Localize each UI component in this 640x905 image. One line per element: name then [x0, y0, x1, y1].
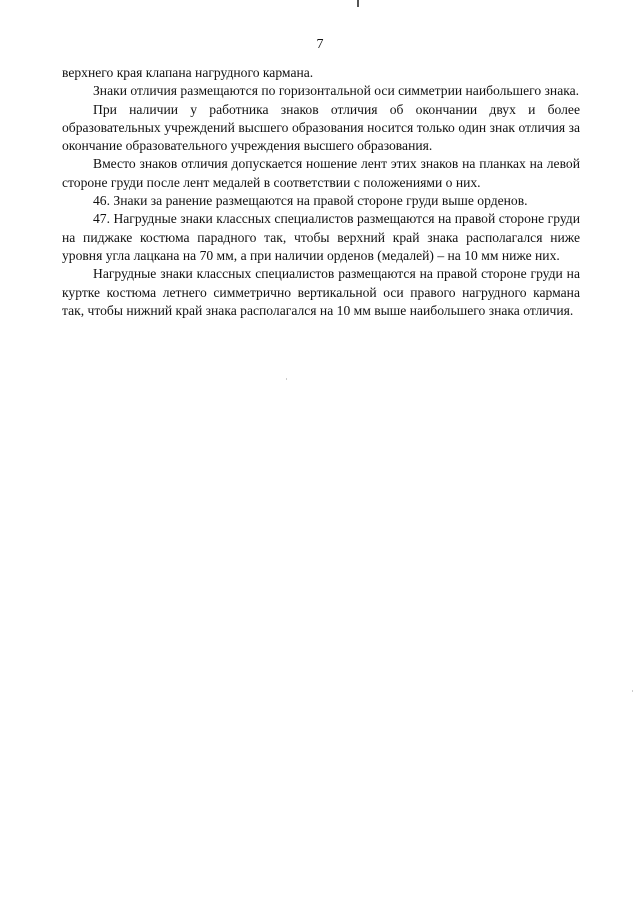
scan-speck — [632, 690, 633, 692]
paragraph-continuation: верхнего края клапана нагрудного кармана. — [62, 65, 314, 80]
scan-speck — [286, 378, 287, 380]
document-body — [62, 64, 580, 320]
paragraph-symmetry-axis: Знаки отличия размещаются по горизонтальной оси симметрии наибольшего знака. — [93, 83, 580, 99]
paragraph-two-institutions: При наличии у работника знаков отличия об окончании двух и более образовательных учреждений высшего образования носится только один знак отличия за окончание образовательного учреждения высшего образования. — [62, 101, 580, 154]
paragraph-ribbons: Вместо знаков отличия допускается ношение лент этих знаков на планках на левой стороне груди после лент медалей в соответствии с положениями о них. — [62, 156, 580, 190]
page-number: 7 — [316, 37, 324, 52]
paragraph-item-46: 46. Знаки за ранение размещаются на правой стороне груди выше орденов. — [93, 193, 528, 209]
paragraph-item-47: 47. Нагрудные знаки классных специалистов размещаются на правой стороне груди на пиджаке костюма парадного так, чтобы верхний край знака располагался ниже уровня угла лацкана на 70 мм, а при наличии орденов (медалей) – на 10 мм ниже них. — [62, 211, 580, 263]
paragraph-summer-jacket: Нагрудные знаки классных специалистов размещаются на правой стороне груди на куртке костюма летнего симметрично вертикальной оси правого нагрудного кармана так, чтобы нижний край знака располагался на 10 мм выше наибольшего знака отличия. — [62, 266, 580, 318]
scan-speck — [357, 0, 359, 7]
